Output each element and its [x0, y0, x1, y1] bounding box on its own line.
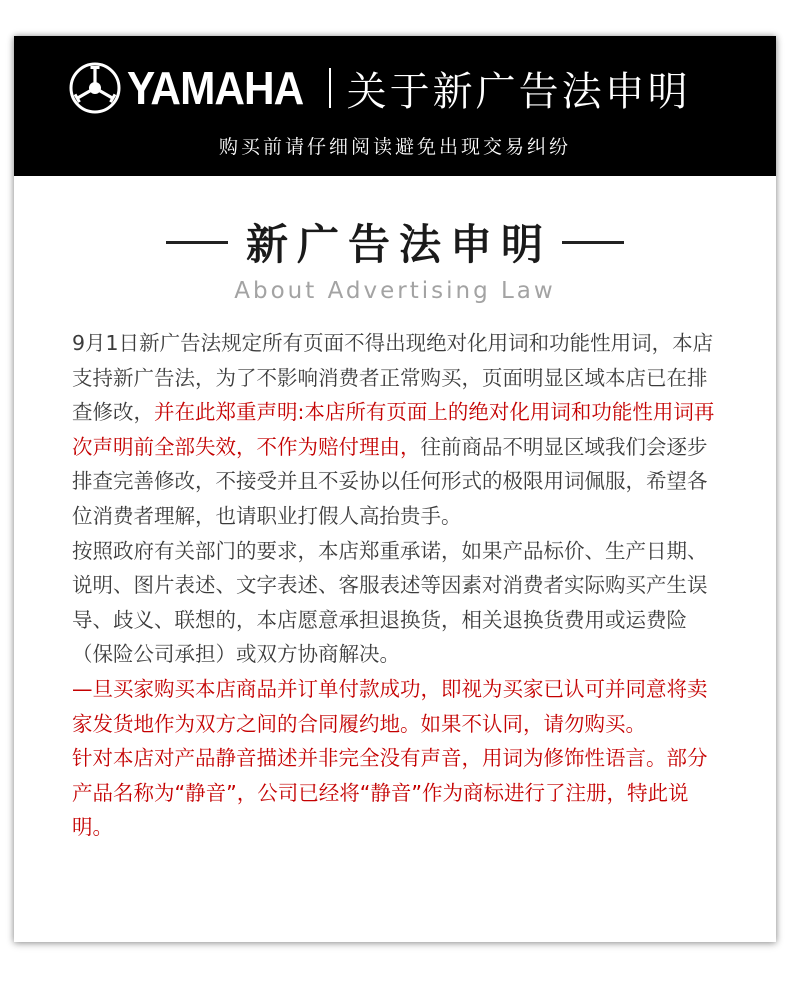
- section-title: 新广告法申明: [245, 220, 552, 269]
- paragraph-return-policy: 按照政府有关部门的要求，本店郑重承诺，如果产品标价、生产日期、说明、图片表述、文字表述、客服表述等因素对消费者实际购买产生误导、歧义、联想的，本店愿意承担退换货，相关退换货费用或运费险（保险公司承担）或双方协商解决。: [72, 538, 708, 667]
- paragraph-1-text-c: 往前商品不明显区域我们会逐步排查完善修改，不接受并且不妥协以任何形式的极限用词佩服，希望各位消费者理解，也请职业打假人高抬贵手。: [72, 434, 708, 528]
- yamaha-tuning-fork-logo-icon: [69, 62, 121, 114]
- paragraph-1-text-a: 9月1日新广告法规定所有页面不得出现绝对化用词和功能性用词，本店支持新广告法，为了不影响消费者正常购买，页面明显区域本店已在排查修改，: [72, 331, 714, 425]
- header-title: 关于新广告法申明: [346, 68, 691, 115]
- paragraph-contract-location: —旦买家购买本店商品并订单付款成功，即视为买家已认可并同意将卖家发货地作为双方之间的合同履约地。如果不认同，请勿购买。: [72, 676, 708, 736]
- notice-card: [14, 36, 776, 942]
- paragraph-advertising-law: [72, 326, 722, 534]
- paragraph-silent-trademark: 针对本店对产品静音描述并非完全没有声音，用词为修饰性语言。部分产品名称为“静音”，公司已经将“静音”作为商标进行了注册，特此说明。: [72, 746, 708, 840]
- header-subtitle: 购买前请仔细阅读避免出现交易纠纷: [218, 136, 571, 158]
- heading-dash-left: [166, 241, 228, 244]
- section-subtitle-en: About Advertising Law: [234, 278, 556, 304]
- paragraph-1-highlight: 并在此郑重声明:本店所有页面上的绝对化用词和功能性用词再次声明前全部失效，不作为赔付理由，: [72, 400, 715, 459]
- brand-row: [69, 58, 691, 118]
- statement-body: [72, 326, 722, 845]
- section-heading: [14, 214, 776, 270]
- header-banner: [14, 36, 776, 176]
- brand-wordmark: YAMAHA: [127, 62, 304, 114]
- brand-divider: [329, 68, 331, 108]
- heading-dash-right: [562, 241, 624, 244]
